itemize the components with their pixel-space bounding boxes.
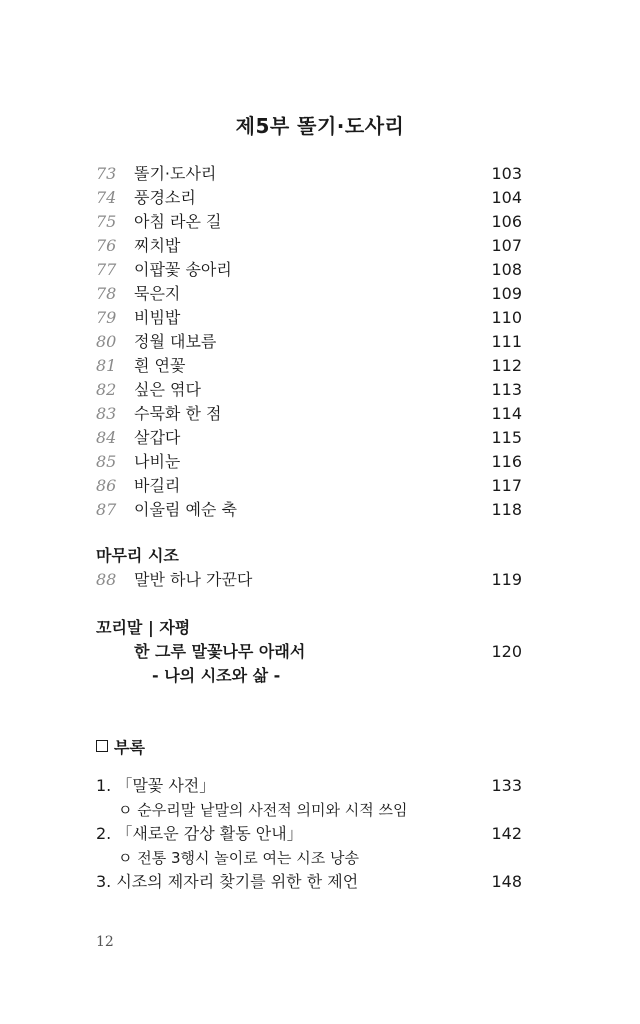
toc-page: 106: [491, 212, 522, 231]
toc-row[interactable]: [96, 426, 522, 450]
toc-row[interactable]: [96, 258, 522, 282]
toc-title: 풍경소리: [134, 188, 196, 207]
toc-title: 이팝꽃 송아리: [134, 260, 232, 279]
toc-page: 117: [491, 476, 522, 495]
toc-page: 114: [491, 404, 522, 423]
toc-number: 86: [96, 476, 117, 495]
toc-row[interactable]: [96, 354, 522, 378]
toc-title: 똘기·도사리: [134, 164, 217, 183]
toc-row[interactable]: [96, 378, 522, 402]
appendix-page: 142: [491, 824, 522, 843]
appendix-subitem: [96, 846, 522, 870]
toc-title: 싶은 엮다: [134, 380, 201, 399]
toc-page: 104: [491, 188, 522, 207]
toc-number: 82: [96, 380, 117, 399]
toc-title: 바길리: [134, 476, 181, 495]
toc-row[interactable]: [96, 330, 522, 354]
toc-row[interactable]: [96, 402, 522, 426]
toc-number: 83: [96, 404, 117, 423]
toc-title: 이울림 예순 축: [134, 500, 237, 519]
appendix-title: 3. 시조의 제자리 찾기를 위한 한 제언: [96, 872, 359, 891]
afterword-subtitle: - 나의 시조와 삶 -: [152, 666, 281, 685]
appendix-title: 1. 「말꽃 사전」: [96, 776, 216, 795]
appendix-list: [96, 774, 522, 894]
toc-row[interactable]: [96, 474, 522, 498]
toc-page: 103: [491, 164, 522, 183]
toc-page: 115: [491, 428, 522, 447]
afterword-page: 120: [491, 642, 522, 661]
toc-page: 118: [491, 500, 522, 519]
closing-section: [96, 544, 522, 592]
table-of-contents: [96, 162, 522, 522]
toc-page: 110: [491, 308, 522, 327]
toc-number: 84: [96, 428, 117, 447]
toc-row[interactable]: [96, 306, 522, 330]
toc-title: 나비눈: [134, 452, 181, 471]
page-number: 12: [96, 934, 114, 950]
checkbox-square-icon: [96, 740, 108, 752]
toc-title: 비빔밥: [134, 308, 181, 327]
afterword-heading: 꼬리말 | 자평: [96, 618, 191, 637]
toc-row[interactable]: [96, 162, 522, 186]
toc-row[interactable]: [96, 234, 522, 258]
toc-row[interactable]: [96, 498, 522, 522]
toc-title: 정월 대보름: [134, 332, 217, 351]
toc-row[interactable]: [96, 282, 522, 306]
appendix-section: [96, 734, 522, 894]
toc-title: 말반 하나 가꾼다: [134, 570, 253, 589]
appendix-heading: [96, 734, 522, 758]
appendix-item[interactable]: [96, 774, 522, 798]
toc-number: 87: [96, 500, 117, 519]
afterword-title: 한 그루 말꽃나무 아래서: [134, 642, 306, 661]
toc-number: 81: [96, 356, 117, 375]
toc-title: 살갑다: [134, 428, 181, 447]
afterword-section: [96, 616, 522, 688]
toc-title: 찌치밥: [134, 236, 181, 255]
toc-page: 116: [491, 452, 522, 471]
toc-number: 75: [96, 212, 117, 231]
toc-number: 77: [96, 260, 117, 279]
toc-number: 76: [96, 236, 117, 255]
toc-page: 107: [491, 236, 522, 255]
toc-page: 109: [491, 284, 522, 303]
toc-number: 88: [96, 570, 117, 589]
appendix-item[interactable]: [96, 870, 522, 894]
toc-row[interactable]: [96, 210, 522, 234]
toc-row[interactable]: [96, 568, 522, 592]
part-title: 제5부 똘기·도사리: [235, 114, 405, 138]
toc-page: 108: [491, 260, 522, 279]
toc-number: 78: [96, 284, 117, 303]
toc-number: 79: [96, 308, 117, 327]
toc-title: 아침 라온 길: [134, 212, 222, 231]
afterword-subtitle-row: [96, 664, 522, 688]
afterword-row[interactable]: [96, 640, 522, 664]
toc-number: 74: [96, 188, 117, 207]
toc-page: 119: [491, 570, 522, 589]
appendix-subtitle: ㅇ 전통 3행시 놀이로 여는 시조 낭송: [118, 849, 360, 867]
toc-row[interactable]: [96, 186, 522, 210]
appendix-page: 148: [491, 872, 522, 891]
toc-title: 수묵화 한 점: [134, 404, 222, 423]
appendix-item[interactable]: [96, 822, 522, 846]
toc-page: 111: [491, 332, 522, 351]
appendix-heading-label: 부록: [114, 737, 145, 757]
toc-number: 85: [96, 452, 117, 471]
closing-heading: 마무리 시조: [96, 546, 179, 565]
toc-page: 113: [491, 380, 522, 399]
toc-row[interactable]: [96, 450, 522, 474]
toc-title: 묵은지: [134, 284, 181, 303]
toc-number: 73: [96, 164, 117, 183]
toc-page: 112: [491, 356, 522, 375]
appendix-page: 133: [491, 776, 522, 795]
toc-number: 80: [96, 332, 117, 351]
appendix-subtitle: ㅇ 순우리말 낱말의 사전적 의미와 시적 쓰임: [118, 801, 408, 819]
appendix-title: 2. 「새로운 감상 활동 안내」: [96, 824, 303, 843]
toc-title: 흰 연꽃: [134, 356, 186, 375]
appendix-subitem: [96, 798, 522, 822]
